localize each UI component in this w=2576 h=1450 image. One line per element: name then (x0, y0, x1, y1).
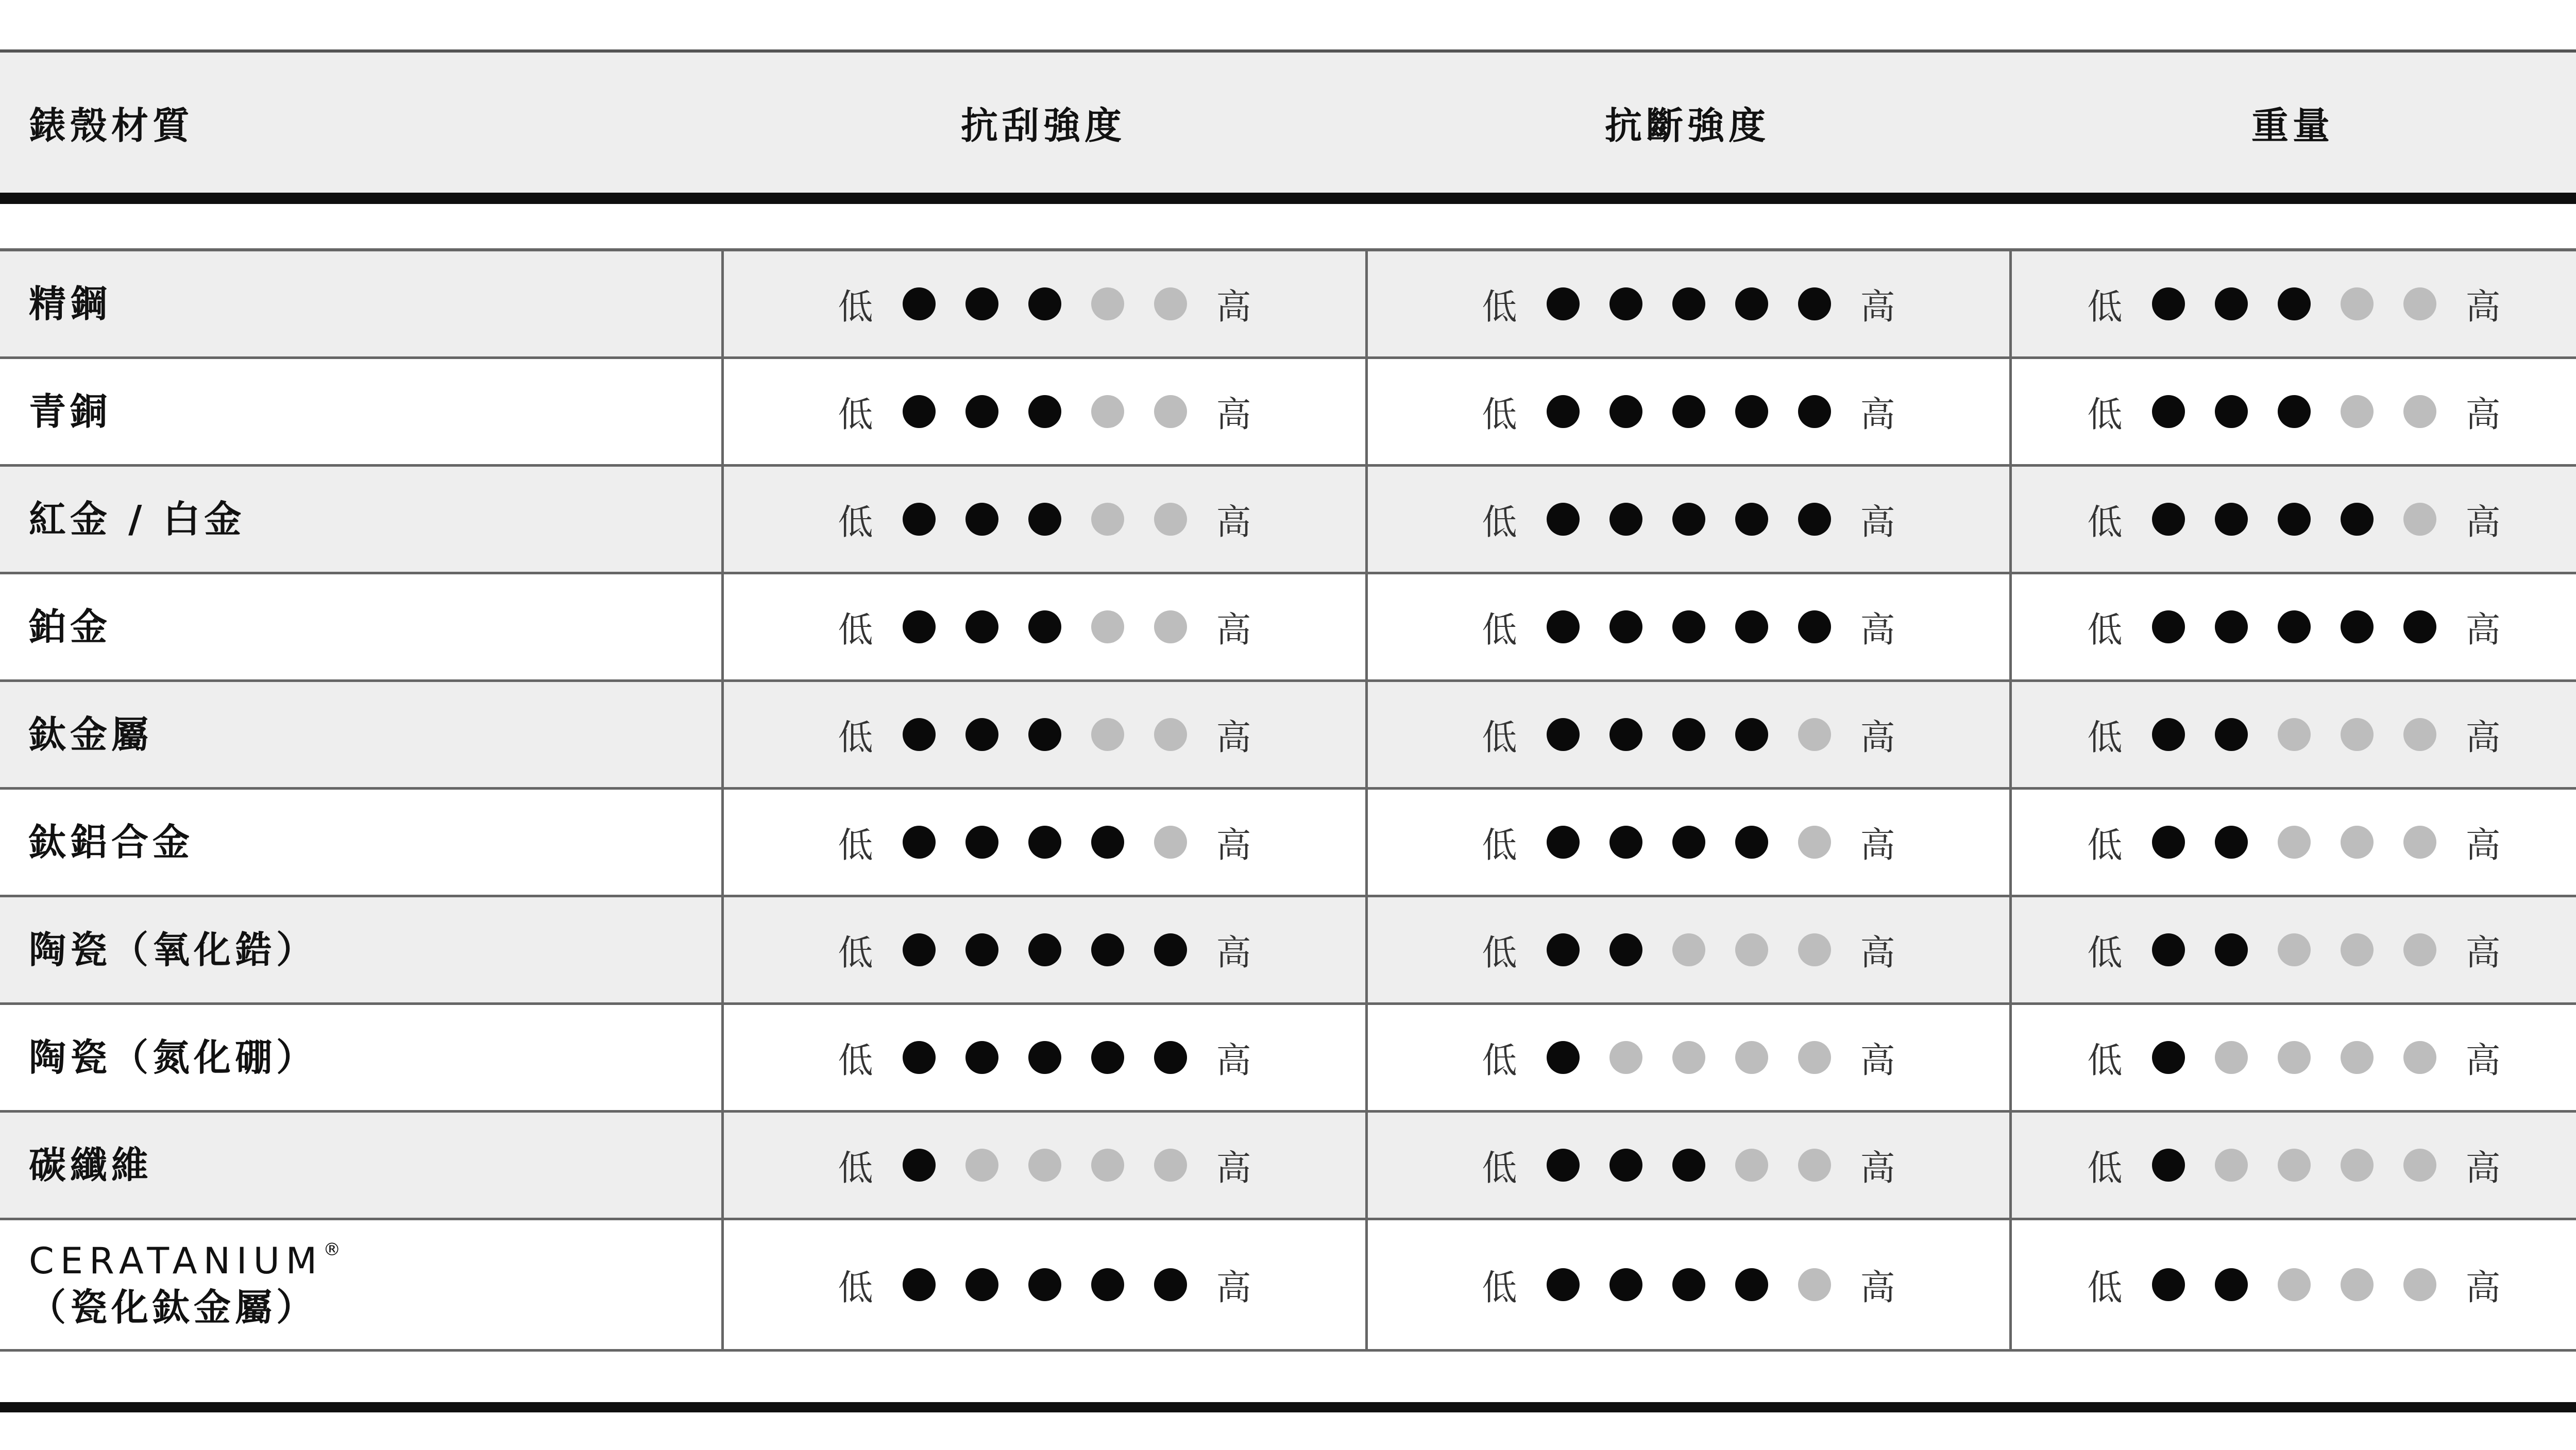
material-name (0, 1113, 721, 1218)
table-row (0, 897, 2576, 1005)
rating-dot-filled (1609, 1149, 1642, 1182)
rating-dot-filled (965, 395, 998, 428)
shatter-rating (1365, 790, 2009, 895)
rating-dot-filled (903, 933, 936, 966)
rating-dot-empty (2341, 826, 2374, 859)
rating-dot-empty (1154, 718, 1187, 751)
rating-dot-filled (903, 1268, 936, 1301)
rating-dot-filled (2278, 503, 2311, 536)
rating-dot-empty (1028, 1149, 1061, 1182)
rating-dot-filled (965, 1268, 998, 1301)
material-label: 紅金 / 白金 (29, 498, 246, 541)
rating-dot-filled (1547, 1041, 1580, 1074)
rating-dot-filled (1028, 503, 1061, 536)
shatter-rating (1365, 897, 2009, 1002)
scale-low-label: 低 (2087, 1040, 2123, 1081)
rating-dot-empty (1798, 826, 1831, 859)
weight-rating (2009, 359, 2576, 464)
rating-dot-filled (2278, 610, 2311, 643)
rating-dot-empty (1798, 1149, 1831, 1182)
rating-dot-filled (1609, 718, 1642, 751)
scratch-rating (721, 790, 1365, 895)
rating-dot-filled (1672, 395, 1705, 428)
rating-dot-filled (903, 610, 936, 643)
scale-high-label: 高 (1216, 932, 1251, 974)
scale-low-label: 低 (1482, 932, 1517, 974)
rating-dot-empty (1154, 503, 1187, 536)
scale-low-label: 低 (838, 502, 873, 543)
rating-dot-empty (2278, 1149, 2311, 1182)
rating-dot-filled (1547, 718, 1580, 751)
rating-dot-filled (1798, 610, 1831, 643)
material-label: 陶瓷（氮化硼） (29, 1036, 318, 1079)
scale-high-label: 高 (1860, 286, 1895, 328)
rating-dot-filled (1798, 503, 1831, 536)
rating-dot-filled (965, 933, 998, 966)
scale-high-label: 高 (1216, 1148, 1251, 1189)
rating-dot-filled (2152, 610, 2185, 643)
rating-dot-empty (1154, 395, 1187, 428)
rating-dot-empty (2403, 1268, 2436, 1301)
scale-low-label: 低 (1482, 825, 1517, 866)
rating-dot-empty (965, 1149, 998, 1182)
rating-dot-filled (2403, 610, 2436, 643)
rating-dot-filled (1154, 1268, 1187, 1301)
weight-rating (2009, 1005, 2576, 1110)
rating-dot-empty (1154, 1149, 1187, 1182)
rating-dot-empty (1672, 1041, 1705, 1074)
scale-low-label: 低 (1482, 609, 1517, 651)
scale-low-label: 低 (2087, 1267, 2123, 1308)
scale-high-label: 高 (2465, 609, 2501, 651)
rating-dot-empty (2403, 287, 2436, 320)
rating-dot-filled (1609, 287, 1642, 320)
rating-dot-filled (2215, 287, 2248, 320)
scratch-rating (721, 1113, 1365, 1218)
table-bottom-divider (0, 1402, 2576, 1412)
scale-low-label: 低 (1482, 1267, 1517, 1308)
rating-dot-empty (1091, 395, 1124, 428)
rating-dot-filled (965, 1041, 998, 1074)
rating-dot-filled (903, 1041, 936, 1074)
scratch-rating (721, 251, 1365, 356)
rating-dot-filled (1028, 287, 1061, 320)
rating-dot-filled (1672, 503, 1705, 536)
weight-rating (2009, 1220, 2576, 1349)
header-material: 錶殼材質 (29, 104, 194, 147)
scratch-rating (721, 682, 1365, 787)
scale-high-label: 高 (2465, 394, 2501, 435)
rating-dot-filled (1609, 933, 1642, 966)
rating-dot-filled (2152, 1149, 2185, 1182)
header-divider (0, 193, 2576, 204)
table-row (0, 251, 2576, 359)
scale-low-label: 低 (2087, 1148, 2123, 1189)
scratch-rating (721, 1005, 1365, 1110)
shatter-rating (1365, 251, 2009, 356)
scale-high-label: 高 (2465, 286, 2501, 328)
rating-dot-filled (1028, 395, 1061, 428)
rating-dot-filled (1735, 826, 1768, 859)
material-name (0, 682, 721, 787)
rating-dot-empty (1091, 718, 1124, 751)
material-name (0, 1220, 721, 1349)
rating-dot-filled (2215, 718, 2248, 751)
rating-dot-filled (2215, 395, 2248, 428)
scale-low-label: 低 (838, 1148, 873, 1189)
rating-dot-filled (2152, 933, 2185, 966)
material-brand-name: CERATANIUM (29, 1240, 324, 1283)
rating-dot-empty (1735, 1149, 1768, 1182)
rating-dot-empty (1798, 718, 1831, 751)
weight-rating (2009, 574, 2576, 679)
scale-high-label: 高 (1860, 502, 1895, 543)
scale-low-label: 低 (1482, 1040, 1517, 1081)
scale-low-label: 低 (838, 717, 873, 758)
table-row (0, 359, 2576, 467)
scratch-rating (721, 467, 1365, 572)
table-row (0, 467, 2576, 574)
scale-low-label: 低 (838, 1040, 873, 1081)
scale-high-label: 高 (2465, 932, 2501, 974)
rating-dot-empty (1798, 1041, 1831, 1074)
rating-dot-filled (1547, 1268, 1580, 1301)
scale-high-label: 高 (1216, 1040, 1251, 1081)
rating-dot-empty (2341, 287, 2374, 320)
scale-low-label: 低 (838, 609, 873, 651)
rating-dot-filled (1735, 1268, 1768, 1301)
rating-dot-filled (903, 826, 936, 859)
table-row (0, 1220, 2576, 1352)
scale-low-label: 低 (838, 1267, 873, 1308)
rating-dot-filled (2152, 503, 2185, 536)
rating-dot-filled (1028, 718, 1061, 751)
rating-dot-empty (2278, 933, 2311, 966)
scale-low-label: 低 (838, 394, 873, 435)
rating-dot-empty (2278, 1041, 2311, 1074)
rating-dot-filled (1547, 287, 1580, 320)
scale-high-label: 高 (1860, 825, 1895, 866)
rating-dot-filled (1672, 610, 1705, 643)
rating-dot-empty (1091, 287, 1124, 320)
rating-dot-filled (2341, 503, 2374, 536)
scale-low-label: 低 (838, 825, 873, 866)
scale-low-label: 低 (2087, 825, 2123, 866)
rating-dot-empty (2403, 933, 2436, 966)
weight-rating (2009, 682, 2576, 787)
rating-dot-filled (2215, 503, 2248, 536)
rating-dot-filled (1028, 610, 1061, 643)
rating-dot-empty (1091, 1149, 1124, 1182)
rating-dot-empty (2215, 1041, 2248, 1074)
scale-high-label: 高 (1860, 1040, 1895, 1081)
rating-dot-empty (2215, 1149, 2248, 1182)
rating-dot-filled (1547, 826, 1580, 859)
rating-dot-filled (1672, 1149, 1705, 1182)
table-row (0, 1113, 2576, 1220)
rating-dot-filled (1547, 503, 1580, 536)
rating-dot-empty (2341, 718, 2374, 751)
material-name (0, 574, 721, 679)
rating-dot-filled (1091, 1041, 1124, 1074)
rating-dot-filled (1609, 503, 1642, 536)
rating-dot-filled (2215, 610, 2248, 643)
rating-dot-filled (965, 826, 998, 859)
rating-dot-empty (2341, 395, 2374, 428)
shatter-rating (1365, 467, 2009, 572)
scale-high-label: 高 (1860, 1267, 1895, 1308)
rating-dot-empty (2403, 718, 2436, 751)
rating-dot-filled (965, 503, 998, 536)
rating-dot-filled (1028, 1041, 1061, 1074)
rating-dot-filled (1028, 933, 1061, 966)
rating-dot-filled (903, 718, 936, 751)
rating-dot-filled (2215, 1268, 2248, 1301)
scale-low-label: 低 (2087, 502, 2123, 543)
rating-dot-filled (1672, 1268, 1705, 1301)
rating-dot-empty (1609, 1041, 1642, 1074)
rating-dot-filled (1091, 1268, 1124, 1301)
weight-rating (2009, 790, 2576, 895)
header-shatter-resistance: 抗斷強度 (1604, 104, 1770, 147)
scale-high-label: 高 (1860, 717, 1895, 758)
shatter-rating (1365, 1220, 2009, 1349)
scale-high-label: 高 (1860, 394, 1895, 435)
rating-dot-filled (965, 610, 998, 643)
rating-dot-empty (2403, 503, 2436, 536)
shatter-rating (1365, 682, 2009, 787)
table-row (0, 574, 2576, 682)
rating-dot-filled (1609, 1268, 1642, 1301)
scale-low-label: 低 (2087, 932, 2123, 974)
material-name (0, 359, 721, 464)
scale-high-label: 高 (1216, 394, 1251, 435)
shatter-rating (1365, 1113, 2009, 1218)
scale-high-label: 高 (2465, 1148, 2501, 1189)
rating-dot-filled (2152, 287, 2185, 320)
scale-low-label: 低 (2087, 394, 2123, 435)
rating-dot-empty (1672, 933, 1705, 966)
rating-dot-filled (1672, 718, 1705, 751)
table-row (0, 790, 2576, 897)
rating-dot-filled (2215, 933, 2248, 966)
rating-dot-filled (2152, 395, 2185, 428)
scale-low-label: 低 (838, 932, 873, 974)
rating-dot-filled (2152, 1268, 2185, 1301)
rating-dot-filled (2152, 826, 2185, 859)
material-label: 鈦鋁合金 (29, 821, 194, 864)
scale-low-label: 低 (1482, 717, 1517, 758)
rating-dot-filled (2341, 610, 2374, 643)
material-label: 鉑金 (29, 605, 112, 649)
scale-low-label: 低 (1482, 502, 1517, 543)
rating-dot-filled (1672, 287, 1705, 320)
rating-dot-empty (2341, 1149, 2374, 1182)
material-label: 鈦金屬 (29, 713, 153, 756)
shatter-rating (1365, 1005, 2009, 1110)
rating-dot-filled (1735, 610, 1768, 643)
rating-dot-empty (2278, 1268, 2311, 1301)
rating-dot-filled (1735, 287, 1768, 320)
rating-dot-filled (1547, 395, 1580, 428)
rating-dot-empty (1154, 287, 1187, 320)
rating-dot-filled (1609, 826, 1642, 859)
table-row (0, 682, 2576, 790)
rating-dot-empty (1154, 610, 1187, 643)
scale-high-label: 高 (1216, 609, 1251, 651)
scale-low-label: 低 (1482, 286, 1517, 328)
rating-dot-empty (2341, 933, 2374, 966)
rating-dot-empty (2403, 1041, 2436, 1074)
rating-dot-filled (1735, 718, 1768, 751)
rating-dot-empty (2403, 1149, 2436, 1182)
scratch-rating (721, 897, 1365, 1002)
rating-dot-filled (2152, 718, 2185, 751)
rating-dot-filled (1091, 933, 1124, 966)
scale-high-label: 高 (1860, 932, 1895, 974)
weight-rating (2009, 251, 2576, 356)
rating-dot-empty (2278, 718, 2311, 751)
scale-low-label: 低 (2087, 609, 2123, 651)
rating-dot-filled (965, 287, 998, 320)
rating-dot-filled (1609, 610, 1642, 643)
table-row (0, 1005, 2576, 1113)
rating-dot-empty (2403, 826, 2436, 859)
material-name (0, 790, 721, 895)
rating-dot-filled (2278, 395, 2311, 428)
scale-high-label: 高 (1216, 502, 1251, 543)
scale-high-label: 高 (1860, 1148, 1895, 1189)
rating-dot-filled (1028, 1268, 1061, 1301)
rating-dot-filled (965, 718, 998, 751)
rating-dot-filled (1609, 395, 1642, 428)
rating-dot-filled (1798, 395, 1831, 428)
material-label: 青銅 (29, 390, 112, 433)
scale-low-label: 低 (838, 286, 873, 328)
rating-dot-filled (1547, 610, 1580, 643)
rating-dot-filled (2215, 826, 2248, 859)
rating-dot-filled (1028, 826, 1061, 859)
weight-rating (2009, 897, 2576, 1002)
rating-dot-filled (903, 503, 936, 536)
rating-dot-empty (2341, 1268, 2374, 1301)
scratch-rating (721, 359, 1365, 464)
material-label: 陶瓷（氧化鋯） (29, 928, 318, 971)
rating-dot-filled (903, 395, 936, 428)
scratch-rating (721, 1220, 1365, 1349)
rating-dot-empty (1735, 1041, 1768, 1074)
scale-high-label: 高 (2465, 1040, 2501, 1081)
rating-dot-filled (903, 1149, 936, 1182)
scale-high-label: 高 (1216, 717, 1251, 758)
rating-dot-empty (2403, 395, 2436, 428)
rating-dot-filled (2152, 1041, 2185, 1074)
rating-dot-empty (1798, 933, 1831, 966)
scale-low-label: 低 (1482, 1148, 1517, 1189)
scale-low-label: 低 (2087, 286, 2123, 328)
rating-dot-filled (1672, 826, 1705, 859)
table-header (0, 49, 2576, 193)
rating-dot-empty (1091, 503, 1124, 536)
material-label: 精鋼 (29, 282, 112, 326)
scale-high-label: 高 (2465, 717, 2501, 758)
scratch-rating (721, 574, 1365, 679)
rating-dot-filled (1154, 1041, 1187, 1074)
rating-dot-filled (1091, 826, 1124, 859)
scale-high-label: 高 (1216, 825, 1251, 866)
scale-high-label: 高 (2465, 502, 2501, 543)
material-label: 碳纖維 (29, 1144, 153, 1187)
rating-dot-empty (1798, 1268, 1831, 1301)
rating-dot-filled (903, 287, 936, 320)
rating-dot-filled (1547, 933, 1580, 966)
material-subtitle: （瓷化鈦金屬） (29, 1285, 318, 1329)
rating-dot-filled (1735, 503, 1768, 536)
scale-high-label: 高 (2465, 825, 2501, 866)
rating-dot-empty (2341, 1041, 2374, 1074)
shatter-rating (1365, 574, 2009, 679)
rating-dot-empty (1154, 826, 1187, 859)
rating-dot-empty (1091, 610, 1124, 643)
rating-dot-filled (1798, 287, 1831, 320)
material-name (0, 251, 721, 356)
comparison-table (0, 248, 2576, 1352)
rating-dot-filled (1547, 1149, 1580, 1182)
material-name (0, 467, 721, 572)
weight-rating (2009, 1113, 2576, 1218)
header-weight: 重量 (2251, 104, 2334, 147)
shatter-rating (1365, 359, 2009, 464)
registered-mark: ® (323, 1239, 341, 1260)
rating-dot-filled (2278, 287, 2311, 320)
scale-high-label: 高 (2465, 1267, 2501, 1308)
scale-low-label: 低 (1482, 394, 1517, 435)
rating-dot-empty (1735, 933, 1768, 966)
scale-high-label: 高 (1216, 1267, 1251, 1308)
header-scratch-resistance: 抗刮強度 (960, 104, 1126, 147)
rating-dot-empty (2278, 826, 2311, 859)
rating-dot-filled (1735, 395, 1768, 428)
weight-rating (2009, 467, 2576, 572)
material-name (0, 1005, 721, 1110)
scale-high-label: 高 (1860, 609, 1895, 651)
scale-high-label: 高 (1216, 286, 1251, 328)
material-name (0, 897, 721, 1002)
scale-low-label: 低 (2087, 717, 2123, 758)
rating-dot-filled (1154, 933, 1187, 966)
